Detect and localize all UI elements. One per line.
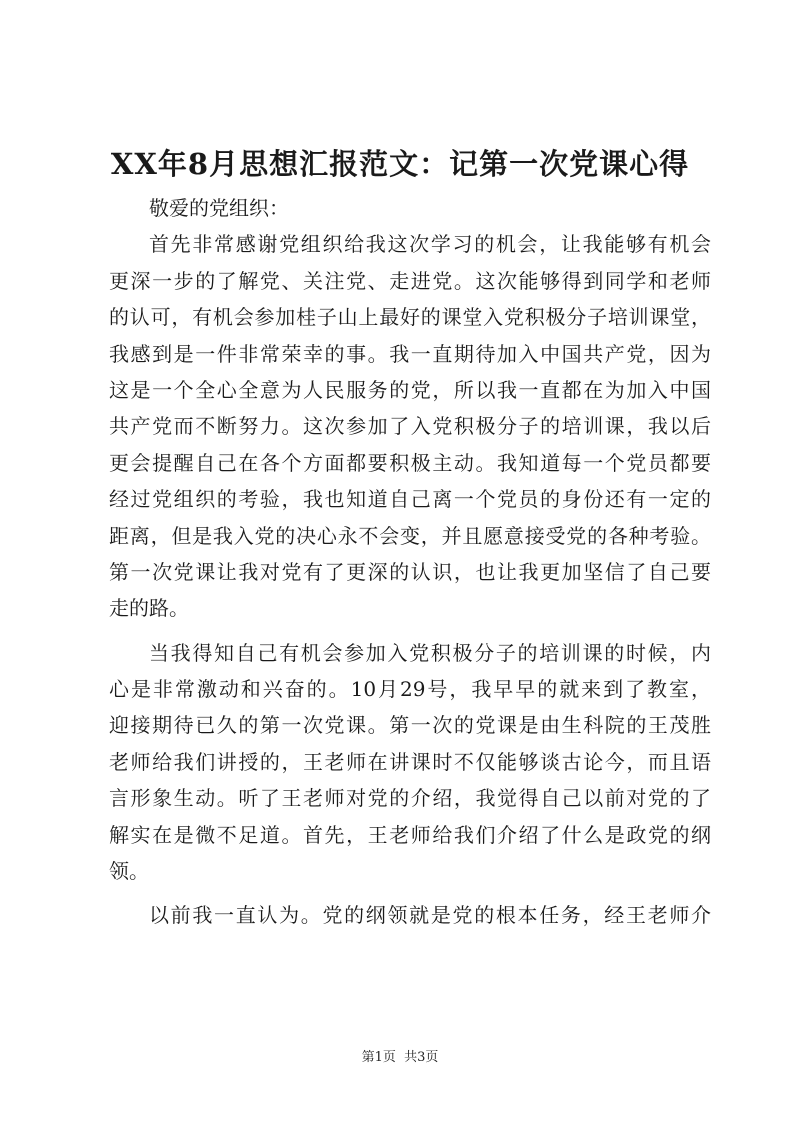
- page-total: 共3页: [404, 1050, 439, 1065]
- document-title: XX年8月思想汇报范文：记第一次党课心得: [110, 147, 690, 181]
- paragraph-line: 第一次党课让我对党有了更深的认识，也让我更加坚信了自己要: [109, 559, 711, 584]
- page-footer: [0, 1046, 800, 1065]
- paragraph-line: 走的路。: [109, 596, 189, 621]
- paragraph-line: 这是一个全心全意为人民服务的党，所以我一直都在为加入中国: [109, 377, 711, 402]
- paragraph-line: 我感到是一件非常荣幸的事。我一直期待加入中国共产党，因为: [109, 341, 711, 366]
- paragraph-line: 迎接期待已久的第一次党课。第一次的党课是由生科院的王茂胜: [109, 713, 711, 738]
- paragraph-line: 距离，但是我入党的决心永不会变，并且愿意接受党的各种考验。: [109, 523, 711, 548]
- paragraph-line: 更会提醒自己在各个方面都要积极主动。我知道每一个党员都要: [109, 450, 711, 475]
- paragraph-line: 更深一步的了解党、关注党、走进党。这次能够得到同学和老师: [109, 268, 711, 293]
- paragraph-line: 首先非常感谢党组织给我这次学习的机会，让我能够有机会: [149, 232, 711, 257]
- paragraph-line: 领。: [109, 859, 149, 884]
- salutation: 敬爱的党组织：: [149, 196, 289, 220]
- paragraph-line: 的认可，有机会参加桂子山上最好的课堂入党积极分子培训课堂，: [109, 305, 711, 330]
- paragraph-line: 心是非常激动和兴奋的。10月29号，我早早的就来到了教室，: [109, 677, 711, 702]
- paragraph-line: 以前我一直认为。党的纲领就是党的根本任务，经王老师介: [149, 903, 711, 928]
- paragraph-line: 老师给我们讲授的，王老师在讲课时不仅能够谈古论今，而且语: [109, 749, 711, 774]
- document-body: [109, 190, 711, 934]
- paragraph-line: 共产党而不断努力。这次参加了入党积极分子的培训课，我以后: [109, 414, 711, 439]
- paragraph-line: 当我得知自己有机会参加入党积极分子的培训课的时候，内: [149, 640, 711, 665]
- paragraph-line: 经过党组织的考验，我也知道自己离一个党员的身份还有一定的: [109, 487, 711, 512]
- paragraph-line: 解实在是微不足道。首先，王老师给我们介绍了什么是政党的纲: [109, 822, 711, 847]
- paragraph-line: 言形象生动。听了王老师对党的介绍，我觉得自己以前对党的了: [109, 786, 711, 811]
- page-number: 第1页: [361, 1050, 396, 1065]
